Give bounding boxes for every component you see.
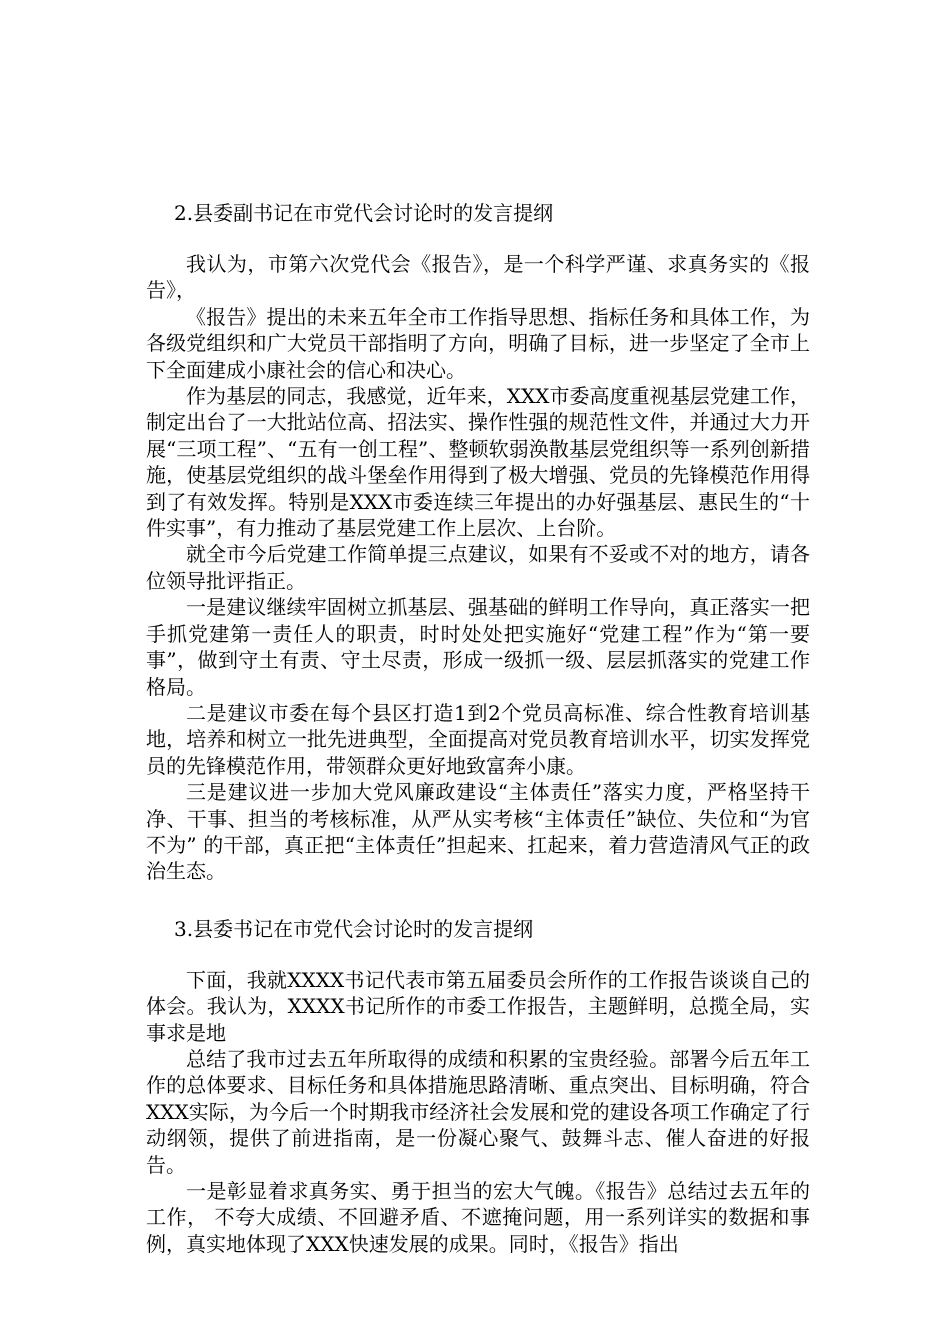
document-body [146, 198, 810, 1257]
paragraph: 总结了我市过去五年所取得的成绩和积累的宝贵经验。部署今后五年工作的总体要求、目标任务和具体措施思路清晰、重点突出、目标明确，符合XXX实际，为今后一个时期我市经济社会发展和党的建设各项工作确定了行动纲领，提供了前进指南，是一份凝心聚气、鼓舞斗志、催人奋进的好报告。 [146, 1046, 810, 1177]
paragraph: 《报告》提出的未来五年全市工作指导思想、指标任务和具体工作，为各级党组织和广大党员干部指明了方向，明确了目标，进一步坚定了全市上下全面建成小康社会的信心和决心。 [146, 304, 810, 382]
section-heading: 2.县委副书记在市党代会讨论时的发言提纲 [174, 201, 554, 225]
paragraph: 我认为，市第六次党代会《报告》，是一个科学严谨、求真务实的《报告》， [146, 252, 810, 303]
paragraph: 作为基层的同志，我感觉，近年来，XXX市委高度重视基层党建工作，制定出台了一大批站位高、招法实、操作性强的规范性文件，并通过大力开展“三项工程”、“五有一创工程”、整顿软弱涣散基层党组织等一系列创新措施，使基层党组织的战斗堡垒作用得到了极大增强、党员的先锋模范作用得到了有效发挥。特别是XXX市委连续三年提出的办好强基层、惠民生的“十件实事”，有力推动了基层党建工作上层次、上台阶。 [146, 384, 810, 541]
paragraph: 一是彰显着求真务实、勇于担当的宏大气魄。《报告》总结过去五年的工作， 不夸大成绩、不回避矛盾、不遮掩问题，用一系列详实的数据和事例，真实地体现了XXX快速发展的成果。同时，《报告》指出 [146, 1179, 810, 1256]
paragraph: 二是建议市委在每个县区打造1到2个党员高标准、综合性教育培训基地，培养和树立一批先进典型，全面提高对党员教育培训水平，切实发挥党员的先锋模范作用，带领群众更好地致富奔小康。 [146, 700, 810, 778]
section-body [146, 251, 810, 885]
paragraph: 一是建议继续牢固树立抓基层、强基础的鲜明工作导向，真正落实一把手抓党建第一责任人的职责，时时处处把实施好“党建工程”作为“第一要事”，做到守土有责、守土尽责，形成一级抓一级、层层抓落实的党建工作格局。 [146, 595, 810, 699]
section-body [146, 967, 810, 1257]
paragraph: 下面，我就XXXX书记代表市第五届委员会所作的工作报告谈谈自己的体会。我认为，XXXX书记所作的市委工作报告，主题鲜明，总揽全局，实事求是地 [146, 967, 810, 1045]
section-heading: 3.县委书记在市党代会讨论时的发言提纲 [174, 916, 534, 941]
paragraph: 三是建议进一步加大党风廉政建设“主体责任”落实力度，严格坚持干净、干事、担当的考核标准，从严从实考核“主体责任”缺位、失位和“为官不为” 的干部，真正把“主体责任”担起来、扛起来，着力营造清风气正的政治生态。 [146, 780, 810, 884]
paragraph: 就全市今后党建工作简单提三点建议，如果有不妥或不对的地方，请各位领导批评指正。 [146, 542, 810, 593]
